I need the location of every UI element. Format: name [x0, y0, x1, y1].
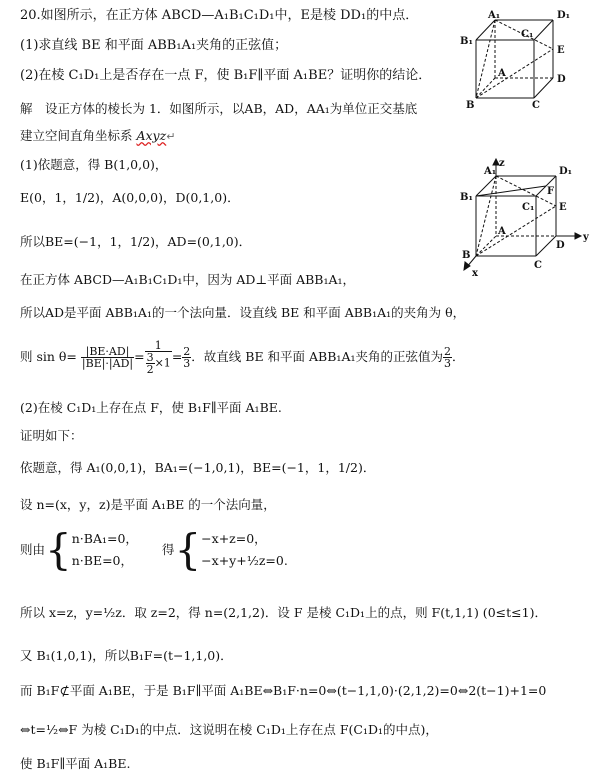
mid-den-den: 2: [146, 363, 154, 376]
fig1-label-D1: D₁: [557, 10, 571, 21]
fig1-label-A: A: [498, 68, 506, 79]
fig2-label-z: z: [499, 158, 505, 169]
part2-t-value: ⇔t=½⇔F 为棱 C₁D₁的中点．这说明在棱 C₁D₁上存在点 F(C₁D₁的中点)，: [20, 722, 438, 737]
sys-prefix: 则由: [20, 542, 46, 557]
left-brace-2: {: [174, 525, 202, 574]
mid-num: 1: [145, 340, 172, 352]
fig1-label-D: D: [557, 74, 566, 85]
fig1-label-A1: A₁: [488, 10, 501, 21]
fig2-label-D1: D₁: [559, 166, 573, 177]
sys-eq-1: −x+z=0，: [201, 531, 267, 546]
part2-head: (2)在棱 C₁D₁上存在点 F，使 B₁F∥平面 A₁BE.: [20, 400, 282, 415]
sys-row-2: n·BE=0，: [71, 553, 134, 568]
sin-prefix: 则 sin θ=: [20, 349, 77, 364]
left-brace-1: {: [45, 525, 72, 574]
mid-den-num: 3: [146, 351, 154, 364]
conclusion-text: ．故直线 BE 和平面 ABB₁A₁夹角的正弦值为: [191, 349, 443, 364]
problem-header: 20.如图所示，在正方体 ABCD—A₁B₁C₁D₁中，E是棱 DD₁的中点．: [20, 8, 419, 23]
part2-condition: 而 B₁F⊄平面 A₁BE，于是 B₁F∥平面 A₁BE⇔B₁F·n=0⇔(t−1,1,0)·(2,1,2)=0⇔2(t−1)+1=0: [20, 683, 547, 698]
part1-vectors: 所以BE=(−1，1，1/2)，AD=(0,1,0)．: [20, 234, 252, 249]
paragraph-mark: ↵: [166, 130, 176, 143]
intro2-prefix: 建立空间直角坐标系: [20, 128, 137, 143]
sin-num: |BE·AD|: [81, 346, 134, 358]
fig2-label-x: x: [472, 268, 478, 279]
part2-proof-label: 证明如下：: [20, 428, 83, 443]
fig1-label-E: E: [557, 45, 565, 56]
mid-den-tail: ×1: [154, 356, 171, 370]
question-2: (2)在棱 C₁D₁上是否存在一点 F，使 B₁F∥平面 A₁BE？证明你的结论．: [20, 68, 432, 83]
fig1-label-C1: C₁: [521, 29, 534, 40]
sin-fraction: [81, 346, 134, 369]
part2-end: 使 B₁F∥平面 A₁BE.: [20, 756, 131, 771]
conclusion-fraction: [443, 346, 452, 369]
part2-system: [20, 525, 288, 574]
part2-given: 依题意，得 A₁(0,0,1)，BA₁=(−1,0,1)，BE=(−1，1，1/2)．: [20, 460, 376, 475]
part1-E-coords: E(0，1，1/2)，A(0,0,0)，D(0,1,0)．: [20, 190, 240, 205]
fig1-label-B: B: [466, 100, 475, 111]
part2-B1: 又 B₁(1,0,1)，所以B₁F=(t−1,1,0)．: [20, 648, 233, 663]
part1-head: (1)依题意，得 B(1,0,0)，: [20, 157, 168, 172]
fig2-label-A: A: [498, 226, 506, 237]
conclusion-num: 2: [443, 345, 451, 358]
sys-eq-2: −x+y+½z=0.: [201, 553, 288, 568]
part1-normal: 所以AD是平面 ABB₁A₁的一个法向量．设直线 BE 和平面 ABB₁A₁的夹角为 θ，: [20, 305, 466, 320]
result-den: 3: [183, 357, 191, 370]
result-num: 2: [183, 345, 191, 358]
solution-intro-1: 解 设正方体的棱长为 1．如图所示，以AB，AD，AA₁为单位正交基底: [20, 101, 418, 116]
fig2-label-y: y: [583, 232, 589, 243]
part1-sin-formula: 则 sin θ= $\frac{|BE\cdot AD|}{|BE|\cdot|AD|}$ = 1 $\frac{3}{2}$ ×1 = $\frac{2}{3}$ ．故直线 BE 和平面 ABB₁A₁夹角的正弦值为 $\frac{2}{3}$ ．: [20, 339, 465, 376]
sys-rows-1: [72, 528, 138, 572]
fig1-label-B1: B₁: [460, 36, 473, 47]
fig2-label-B1: B₁: [460, 192, 473, 203]
mid-den: [145, 352, 172, 375]
fig2-label-C: C: [534, 260, 542, 271]
cube-figure-1: [458, 10, 588, 115]
fig2-label-C1: C₁: [522, 202, 535, 213]
fig1-label-C: C: [532, 100, 540, 111]
conclusion-den: 3: [443, 357, 451, 370]
sin-den: |BE|·|AD|: [81, 357, 134, 370]
solution-intro-2: [20, 128, 175, 145]
fig2-label-D: D: [556, 240, 565, 251]
sys-get: 得: [161, 542, 175, 557]
cube-figure-2: [458, 158, 598, 280]
sys-rows-2: [201, 528, 288, 572]
result-fraction: [182, 346, 191, 369]
part1-perp: 在正方体 ABCD—A₁B₁C₁D₁中，因为 AD⊥平面 ABB₁A₁，: [20, 272, 356, 287]
fig2-label-F: F: [547, 186, 555, 197]
mid-fraction: [145, 340, 172, 375]
part2-solution: 所以 x=z，y=½z．取 z=2，得 n=(2,1,2)．设 F 是棱 C₁D₁上的点，则 F(t,1,1) (0≤t≤1)．: [20, 605, 547, 620]
sys-row-1: n·BA₁=0，: [71, 531, 138, 546]
fig2-label-A1: A₁: [484, 166, 497, 177]
part2-set-n: 设 n=(x，y，z)是平面 A₁BE 的一个法向量，: [20, 497, 276, 512]
fig2-label-B: B: [462, 250, 471, 261]
fig2-label-E: E: [559, 202, 567, 213]
axyz-text: Axyz: [136, 128, 167, 143]
question-1: (1)求直线 BE 和平面 ABB₁A₁夹角的正弦值；: [20, 38, 288, 53]
